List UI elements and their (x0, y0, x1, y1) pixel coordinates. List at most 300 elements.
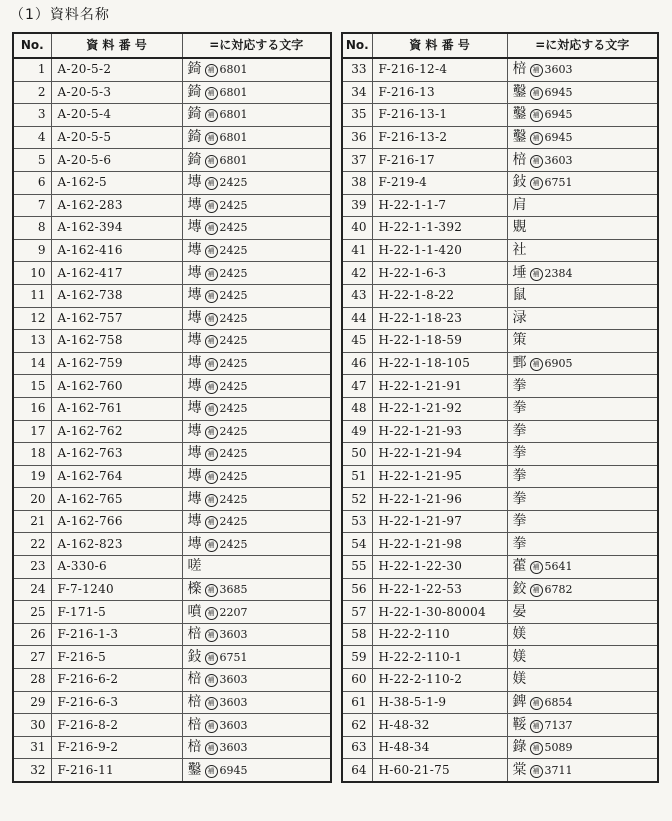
corresponding-char: 媄 (512, 671, 527, 688)
supplement-mark: 補 (205, 471, 218, 484)
corresponding-char-cell (507, 759, 658, 782)
corresponding-char: 鑿 (187, 761, 202, 778)
material-code: F-216-6-3 (51, 691, 182, 714)
corresponding-char-cell (182, 714, 331, 737)
header-char: =に対応する文字 (182, 33, 331, 58)
material-code: H-22-2-110-1 (372, 646, 507, 669)
corresponding-char-cell (182, 578, 331, 601)
char-code-number: 6801 (219, 85, 248, 99)
corresponding-char-cell (182, 443, 331, 466)
corresponding-char: 塼 (187, 377, 202, 394)
corresponding-char: 檪 (187, 580, 202, 597)
char-code-number: 3603 (219, 718, 248, 732)
corresponding-char-cell (182, 352, 331, 375)
material-code: H-22-1-21-98 (372, 533, 507, 556)
corresponding-char-cell (182, 623, 331, 646)
char-code-number: 6945 (544, 108, 573, 122)
table-row (13, 397, 331, 420)
table-row (13, 669, 331, 692)
supplement-mark: 補 (530, 584, 543, 597)
corresponding-char: 塼 (187, 196, 202, 213)
material-code: H-22-1-21-94 (372, 443, 507, 466)
row-number: 27 (13, 646, 51, 669)
supplement-mark: 補 (205, 674, 218, 687)
corresponding-char: 錍 (512, 693, 527, 710)
row-number: 17 (13, 420, 51, 443)
corresponding-char-cell (182, 81, 331, 104)
corresponding-char: 鈙 (512, 174, 527, 191)
row-number: 43 (342, 284, 372, 307)
corresponding-char: 埵 (512, 264, 527, 281)
supplement-mark: 補 (205, 516, 218, 529)
material-code: H-48-34 (372, 736, 507, 759)
row-number: 1 (13, 58, 51, 81)
material-code: A-162-759 (51, 352, 182, 375)
table-row (342, 623, 658, 646)
corresponding-char: 塼 (187, 219, 202, 236)
table-row (342, 126, 658, 149)
material-code: A-162-5 (51, 171, 182, 194)
row-number: 8 (13, 217, 51, 240)
table-row (13, 465, 331, 488)
char-code-number: 3603 (219, 741, 248, 755)
corresponding-char: 拳 (512, 513, 527, 530)
corresponding-char-cell (182, 284, 331, 307)
material-code: A-20-5-6 (51, 149, 182, 172)
corresponding-char-cell (507, 578, 658, 601)
material-code: H-22-1-21-91 (372, 375, 507, 398)
material-code: F-216-17 (372, 149, 507, 172)
corresponding-char: 策 (512, 332, 527, 349)
material-code: A-162-416 (51, 239, 182, 262)
corresponding-char: 渌 (512, 309, 527, 326)
table-row (13, 239, 331, 262)
table-row (13, 714, 331, 737)
material-code: A-20-5-3 (51, 81, 182, 104)
supplement-mark: 補 (530, 742, 543, 755)
material-code: H-38-5-1-9 (372, 691, 507, 714)
material-code: H-48-32 (372, 714, 507, 737)
row-number: 18 (13, 443, 51, 466)
supplement-mark: 補 (205, 200, 218, 213)
table-row (13, 578, 331, 601)
corresponding-char: 塼 (187, 513, 202, 530)
corresponding-char: 拳 (512, 490, 527, 507)
row-number: 20 (13, 488, 51, 511)
corresponding-char-cell (182, 736, 331, 759)
material-code: A-20-5-4 (51, 104, 182, 127)
char-code-number: 6801 (219, 108, 248, 122)
table-row (342, 149, 658, 172)
char-code-number: 2425 (219, 311, 248, 325)
table-row (342, 239, 658, 262)
material-code: F-7-1240 (51, 578, 182, 601)
corresponding-char-cell (507, 104, 658, 127)
supplement-mark: 補 (205, 268, 218, 281)
material-code: A-20-5-5 (51, 126, 182, 149)
corresponding-char: 噴 (187, 603, 202, 620)
row-number: 32 (13, 759, 51, 782)
corresponding-char-cell (507, 217, 658, 240)
supplement-mark: 補 (205, 64, 218, 77)
table-row (13, 284, 331, 307)
corresponding-char-cell (507, 623, 658, 646)
row-number: 41 (342, 239, 372, 262)
supplement-mark: 補 (205, 245, 218, 258)
table-row (342, 420, 658, 443)
corresponding-char: 拳 (512, 467, 527, 484)
char-code-number: 6945 (544, 131, 573, 145)
char-code-number: 7137 (544, 718, 573, 732)
char-code-number: 6854 (544, 695, 573, 709)
table-row (13, 104, 331, 127)
corresponding-char: 拳 (512, 422, 527, 439)
material-code: H-22-1-30-80004 (372, 601, 507, 624)
corresponding-char-cell (507, 149, 658, 172)
material-code: F-216-5 (51, 646, 182, 669)
char-code-number: 3603 (219, 673, 248, 687)
row-number: 60 (342, 669, 372, 692)
material-code: H-22-1-21-92 (372, 397, 507, 420)
corresponding-char: 塼 (187, 422, 202, 439)
supplement-mark: 補 (205, 765, 218, 778)
table-row (13, 691, 331, 714)
corresponding-char-cell (507, 307, 658, 330)
supplement-mark: 補 (205, 403, 218, 416)
corresponding-char: 晏 (512, 603, 527, 620)
corresponding-char: 肩 (512, 196, 527, 213)
corresponding-char: 塼 (187, 332, 202, 349)
corresponding-char-cell (182, 488, 331, 511)
corresponding-char: 拳 (512, 535, 527, 552)
supplement-mark: 補 (205, 87, 218, 100)
supplement-mark: 補 (205, 448, 218, 461)
table-row (13, 352, 331, 375)
row-number: 56 (342, 578, 372, 601)
corresponding-char: 鑿 (512, 106, 527, 123)
corresponding-char: 棓 (187, 693, 202, 710)
table-row (13, 58, 331, 81)
header-code: 資 料 番 号 (372, 33, 507, 58)
table-row (342, 646, 658, 669)
corresponding-char: 錄 (512, 739, 527, 756)
corresponding-char-cell (507, 330, 658, 353)
char-code-number: 2425 (219, 402, 248, 416)
char-code-number: 2425 (219, 469, 248, 483)
corresponding-char: 塼 (187, 242, 202, 259)
corresponding-char: 鈙 (187, 648, 202, 665)
table-row (342, 81, 658, 104)
table-row (342, 217, 658, 240)
table-row (13, 510, 331, 533)
supplement-mark: 補 (205, 335, 218, 348)
table-row (13, 194, 331, 217)
char-code-number: 6782 (544, 582, 573, 596)
char-code-number: 6945 (544, 85, 573, 99)
table-row (342, 352, 658, 375)
material-code: H-22-1-21-97 (372, 510, 507, 533)
material-code: A-162-760 (51, 375, 182, 398)
row-number: 48 (342, 397, 372, 420)
char-code-number: 3603 (219, 628, 248, 642)
table-row (13, 736, 331, 759)
char-code-number: 2425 (219, 515, 248, 529)
material-code: H-22-1-22-53 (372, 578, 507, 601)
supplement-mark: 補 (205, 426, 218, 439)
supplement-mark: 補 (205, 720, 218, 733)
corresponding-char: 棓 (187, 626, 202, 643)
corresponding-char-cell (507, 126, 658, 149)
material-code: H-22-2-110 (372, 623, 507, 646)
material-code: H-22-2-110-2 (372, 669, 507, 692)
material-code: F-216-9-2 (51, 736, 182, 759)
char-code-number: 2425 (219, 357, 248, 371)
left-table-body (13, 58, 331, 782)
table-row (342, 465, 658, 488)
table-row (342, 307, 658, 330)
supplement-mark: 補 (530, 358, 543, 371)
corresponding-char-cell (507, 691, 658, 714)
material-code: H-22-1-1-420 (372, 239, 507, 262)
corresponding-char-cell (182, 307, 331, 330)
supplement-mark: 補 (530, 697, 543, 710)
table-row (342, 58, 658, 81)
header-code: 資 料 番 号 (51, 33, 182, 58)
row-number: 7 (13, 194, 51, 217)
corresponding-char-cell (182, 330, 331, 353)
row-number: 58 (342, 623, 372, 646)
char-code-number: 2425 (219, 221, 248, 235)
material-code: H-22-1-1-7 (372, 194, 507, 217)
char-code-number: 6751 (219, 650, 248, 664)
material-code: F-216-13 (372, 81, 507, 104)
corresponding-char-cell (507, 397, 658, 420)
table-row (342, 330, 658, 353)
corresponding-char-cell (182, 759, 331, 782)
table-row (13, 217, 331, 240)
corresponding-char: 媄 (512, 648, 527, 665)
table-row (342, 556, 658, 579)
corresponding-char-cell (182, 171, 331, 194)
corresponding-char-cell (507, 443, 658, 466)
char-code-number: 6905 (544, 357, 573, 371)
char-code-number: 2425 (219, 266, 248, 280)
corresponding-char-cell (507, 375, 658, 398)
row-number: 22 (13, 533, 51, 556)
supplement-mark: 補 (205, 539, 218, 552)
row-number: 4 (13, 126, 51, 149)
char-code-number: 6751 (544, 176, 573, 190)
header-row (13, 33, 331, 58)
table-row (13, 533, 331, 556)
corresponding-char: 藿 (512, 558, 527, 575)
corresponding-char: 棓 (187, 671, 202, 688)
row-number: 49 (342, 420, 372, 443)
table-row (342, 759, 658, 782)
corresponding-char-cell (182, 465, 331, 488)
corresponding-char-cell (507, 284, 658, 307)
corresponding-char-cell (182, 397, 331, 420)
row-number: 54 (342, 533, 372, 556)
material-code: A-330-6 (51, 556, 182, 579)
corresponding-char: 鄄 (512, 355, 527, 372)
supplement-mark: 補 (205, 584, 218, 597)
row-number: 12 (13, 307, 51, 330)
material-code: H-22-1-21-93 (372, 420, 507, 443)
table-row (342, 601, 658, 624)
material-code: F-216-8-2 (51, 714, 182, 737)
char-code-number: 3603 (219, 695, 248, 709)
table-row (13, 759, 331, 782)
supplement-mark: 補 (205, 629, 218, 642)
supplement-mark: 補 (530, 87, 543, 100)
char-code-number: 5641 (544, 560, 573, 574)
corresponding-char: 鼠 (512, 287, 527, 304)
row-number: 29 (13, 691, 51, 714)
corresponding-char: 錡 (187, 129, 202, 146)
row-number: 39 (342, 194, 372, 217)
supplement-mark: 補 (205, 109, 218, 122)
material-code: H-22-1-18-59 (372, 330, 507, 353)
supplement-mark: 補 (205, 381, 218, 394)
material-code: H-22-1-22-30 (372, 556, 507, 579)
header-no: No. (342, 33, 372, 58)
char-code-number: 2425 (219, 492, 248, 506)
corresponding-char-cell (182, 646, 331, 669)
table-row (13, 375, 331, 398)
char-code-number: 2425 (219, 334, 248, 348)
corresponding-char: 拳 (512, 400, 527, 417)
row-number: 61 (342, 691, 372, 714)
row-number: 25 (13, 601, 51, 624)
corresponding-char-cell (507, 646, 658, 669)
table-row (13, 330, 331, 353)
material-code: A-162-417 (51, 262, 182, 285)
row-number: 59 (342, 646, 372, 669)
material-code: A-162-758 (51, 330, 182, 353)
row-number: 23 (13, 556, 51, 579)
row-number: 19 (13, 465, 51, 488)
corresponding-char: 媄 (512, 626, 527, 643)
corresponding-char-cell (182, 239, 331, 262)
table-row (342, 375, 658, 398)
char-code-number: 6945 (219, 763, 248, 777)
row-number: 62 (342, 714, 372, 737)
char-code-number: 2425 (219, 447, 248, 461)
table-row (13, 171, 331, 194)
row-number: 14 (13, 352, 51, 375)
corresponding-char: 塼 (187, 355, 202, 372)
corresponding-char: 拳 (512, 377, 527, 394)
row-number: 33 (342, 58, 372, 81)
row-number: 31 (13, 736, 51, 759)
corresponding-char-cell (507, 533, 658, 556)
supplement-mark: 補 (530, 177, 543, 190)
corresponding-char-cell (182, 194, 331, 217)
supplement-mark: 補 (205, 290, 218, 303)
char-code-number: 6801 (219, 63, 248, 77)
table-row (342, 533, 658, 556)
row-number: 36 (342, 126, 372, 149)
table-row (13, 307, 331, 330)
corresponding-char: 塼 (187, 400, 202, 417)
corresponding-char: 棓 (512, 61, 527, 78)
char-code-number: 3711 (544, 763, 573, 777)
material-code: A-162-764 (51, 465, 182, 488)
row-number: 5 (13, 149, 51, 172)
row-number: 2 (13, 81, 51, 104)
material-code: F-219-4 (372, 171, 507, 194)
material-code: F-216-11 (51, 759, 182, 782)
supplement-mark: 補 (205, 222, 218, 235)
corresponding-char: 棓 (187, 739, 202, 756)
corresponding-char-cell (507, 81, 658, 104)
row-number: 42 (342, 262, 372, 285)
table-row (13, 443, 331, 466)
right-table-body (342, 58, 658, 782)
supplement-mark: 補 (530, 109, 543, 122)
corresponding-char-cell (507, 239, 658, 262)
table-row (342, 736, 658, 759)
char-code-number: 2425 (219, 379, 248, 393)
supplement-mark: 補 (530, 155, 543, 168)
corresponding-char-cell (507, 510, 658, 533)
row-number: 40 (342, 217, 372, 240)
corresponding-char-cell (507, 556, 658, 579)
corresponding-char: 塼 (187, 309, 202, 326)
row-number: 9 (13, 239, 51, 262)
material-code: A-162-394 (51, 217, 182, 240)
row-number: 15 (13, 375, 51, 398)
corresponding-char: 錡 (187, 151, 202, 168)
char-code-number: 2425 (219, 244, 248, 258)
char-code-number: 2425 (219, 198, 248, 212)
row-number: 34 (342, 81, 372, 104)
corresponding-char: 錡 (187, 83, 202, 100)
section-title: （1）資料名称 (10, 7, 110, 23)
char-code-number: 2425 (219, 176, 248, 190)
row-number: 38 (342, 171, 372, 194)
material-code: A-162-283 (51, 194, 182, 217)
table-row (342, 262, 658, 285)
corresponding-char-cell (507, 420, 658, 443)
material-code: A-162-763 (51, 443, 182, 466)
corresponding-char-cell (507, 488, 658, 511)
material-code: F-216-6-2 (51, 669, 182, 692)
table-row (13, 420, 331, 443)
material-code: A-162-761 (51, 397, 182, 420)
row-number: 35 (342, 104, 372, 127)
corresponding-char: 棓 (512, 151, 527, 168)
corresponding-char: 拳 (512, 445, 527, 462)
table-row (13, 646, 331, 669)
row-number: 51 (342, 465, 372, 488)
supplement-mark: 補 (205, 607, 218, 620)
corresponding-char-cell (182, 126, 331, 149)
corresponding-char-cell (182, 262, 331, 285)
row-number: 53 (342, 510, 372, 533)
corresponding-char-cell (182, 58, 331, 81)
table-row (13, 149, 331, 172)
corresponding-char-cell (182, 149, 331, 172)
char-code-number: 2425 (219, 537, 248, 551)
table-row (342, 669, 658, 692)
corresponding-char: 鞖 (512, 716, 527, 733)
corresponding-char: 覞 (512, 219, 527, 236)
row-number: 57 (342, 601, 372, 624)
table-row (342, 714, 658, 737)
table-row (342, 171, 658, 194)
